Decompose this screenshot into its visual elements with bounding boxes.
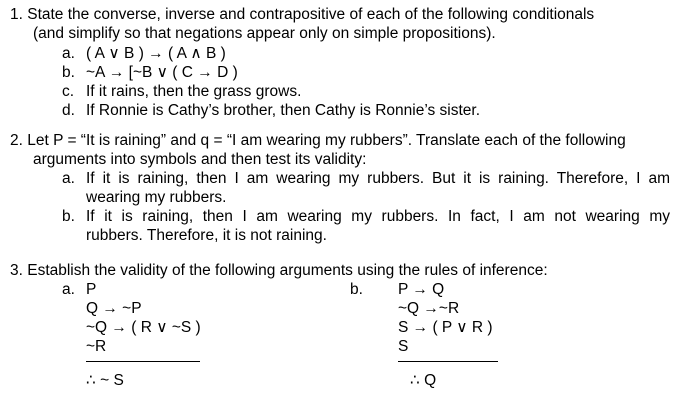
q2-stem-line1: 2. Let P = “It is raining” and q = “I am wearing my rubbers”. Translate each of the following	[10, 132, 626, 149]
q2a-label: a.	[62, 170, 75, 187]
q2a-line2: wearing my rubbers.	[86, 189, 227, 206]
q1b-text: ~A → [~B ∨ ( C → D )	[86, 64, 238, 81]
q1d-text: If Ronnie is Cathy’s brother, then Cathy is Ronnie’s sister.	[86, 102, 481, 119]
q3b-conclusion: ∴ Q	[410, 372, 437, 389]
q3a-premise-4: ~R	[86, 338, 107, 355]
q2a-line1: If it is raining, then I am wearing my rubbers. But it is raining. Therefore, I am	[86, 170, 670, 187]
q1a-label: a.	[62, 45, 75, 62]
q3a-conclusion: ∴ ~ S	[86, 372, 124, 389]
q3b-label: b.	[350, 281, 363, 298]
q1-stem-line1: 1. State the converse, inverse and contrapositive of each of the following conditionals	[10, 6, 595, 23]
q2b-line2: rubbers. Therefore, it is not raining.	[86, 227, 327, 244]
q1d-label: d.	[62, 102, 75, 119]
q3b-premise-2: ~Q →~R	[398, 300, 460, 317]
q3b-conclusion-rule	[398, 361, 498, 362]
q2b-line1: If it is raining, then I am wearing my rubbers. In fact, I am not wearing my	[86, 208, 670, 225]
q3b-premise-4: S	[398, 338, 409, 355]
q2-stem-line2: arguments into symbols and then test its validity:	[33, 151, 367, 168]
q1c-text: If it rains, then the grass grows.	[86, 83, 302, 100]
q3-stem: 3. Establish the validity of the following arguments using the rules of inference:	[10, 262, 548, 279]
q3a-premise-1: P	[86, 281, 97, 298]
q1a-text: ( A ∨ B ) → ( A ∧ B )	[86, 45, 226, 62]
q3a-conclusion-rule	[86, 361, 200, 362]
q3b-premise-1: P → Q	[398, 281, 445, 298]
q1c-label: c.	[62, 83, 75, 100]
q3a-premise-2: Q → ~P	[86, 300, 142, 317]
q2b-label: b.	[62, 208, 75, 225]
q1b-label: b.	[62, 64, 75, 81]
q3a-premise-3: ~Q → ( R ∨ ~S )	[86, 319, 201, 336]
q1-stem-line2: (and simplify so that negations appear only on simple propositions).	[33, 25, 496, 42]
q3b-premise-3: S → ( P ∨ R )	[398, 319, 493, 336]
q3a-label: a.	[62, 281, 75, 298]
